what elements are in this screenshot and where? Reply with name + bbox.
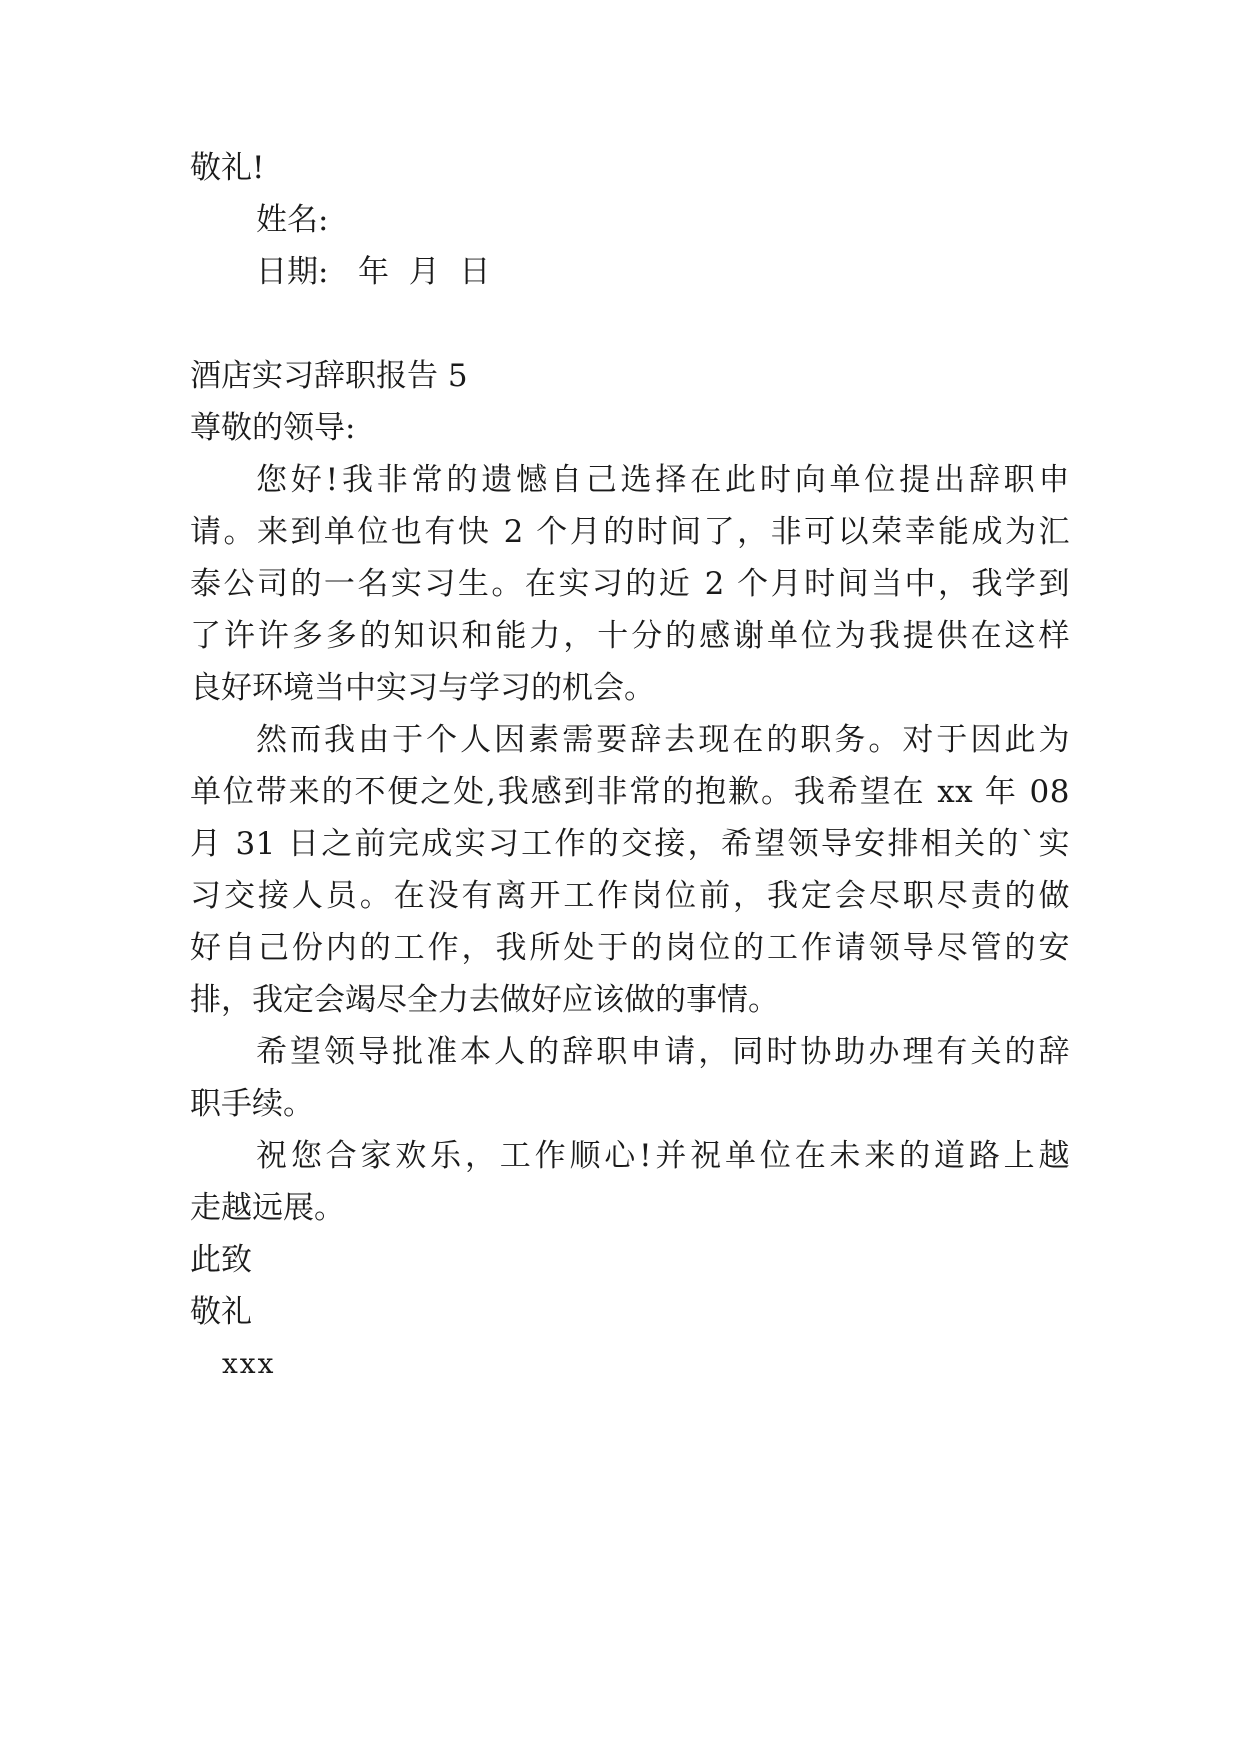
paragraph-line: 好自己份内的工作，我所处于的岗位的工作请领导尽管的安 [190,930,1070,966]
paragraph-line: 了许许多多的知识和能力，十分的感谢单位为我提供在这样 [190,618,1070,654]
letter-title: 酒店实习辞职报告 5 [190,358,468,394]
signature: xxx [222,1347,276,1380]
name-label: 姓名: [256,202,329,238]
closing-cizhi: 此致 [190,1242,252,1278]
paragraph-line: 月 31 日之前完成实习工作的交接，希望领导安排相关的`实 [190,826,1070,862]
paragraph-line: 请。来到单位也有快 2 个月的时间了，非可以荣幸能成为汇 [190,514,1070,550]
previous-closing: 敬礼! [190,150,265,186]
paragraph-line: 排，我定会竭尽全力去做好应该做的事情。 [190,982,779,1018]
closing-jingli: 敬礼 [190,1294,252,1330]
paragraph-line: 泰公司的一名实习生。在实习的近 2 个月时间当中，我学到 [190,566,1070,602]
date-label: 日期: 年 月 日 [256,254,491,290]
paragraph-line: 您好!我非常的遗憾自己选择在此时向单位提出辞职申 [256,462,1070,498]
paragraph-line: 单位带来的不便之处,我感到非常的抱歉。我希望在 xx 年 08 [190,774,1070,810]
paragraph-line: 祝您合家欢乐，工作顺心!并祝单位在未来的道路上越 [256,1138,1070,1174]
paragraph-line: 希望领导批准本人的辞职申请，同时协助办理有关的辞 [256,1034,1070,1070]
paragraph-line: 良好环境当中实习与学习的机会。 [190,670,655,706]
paragraph-line: 习交接人员。在没有离开工作岗位前，我定会尽职尽责的做 [190,878,1070,914]
paragraph-line: 然而我由于个人因素需要辞去现在的职务。对于因此为 [256,722,1070,758]
paragraph-line: 职手续。 [190,1086,314,1122]
salutation: 尊敬的领导: [190,410,356,446]
paragraph-line: 走越远展。 [190,1190,345,1226]
